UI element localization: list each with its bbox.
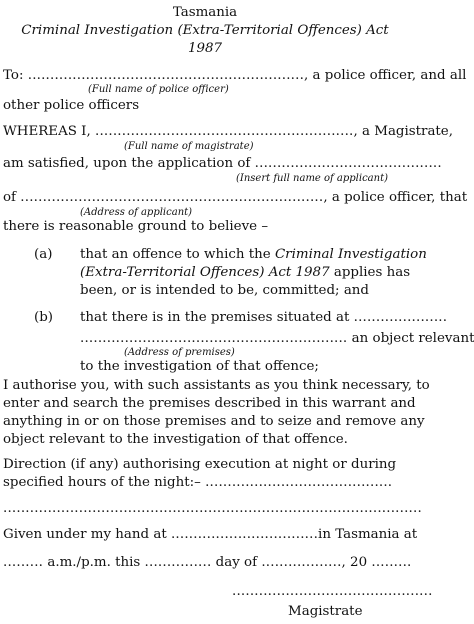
act-title-line-2: 1987 [187, 41, 223, 56]
magistrate-caption: (Full name of magistrate) [124, 141, 254, 152]
to-continuation: other police officers [3, 98, 140, 113]
item-a-line-3: been, or is intended to be, committed; and [80, 283, 370, 298]
item-b-marker: (b) [34, 310, 54, 325]
of-prefix: of [3, 190, 17, 205]
item-b-line-2 [80, 331, 474, 347]
to-prefix: To: [3, 68, 24, 83]
magistrate-name-field[interactable]: .......................................................... [95, 124, 354, 139]
given-prefix: Given under my hand at [3, 527, 167, 542]
premises-address-field-cont[interactable]: ............................................................ [80, 331, 348, 346]
of-line [3, 190, 467, 206]
day-label: day of [211, 555, 258, 570]
item-b-line-1 [80, 310, 447, 326]
applicant-address-caption: (Address of applicant) [80, 207, 193, 218]
item-a-text: that an offence to which the [80, 247, 275, 262]
applicant-name-caption: (Insert full name of applicant) [236, 173, 389, 184]
police-officer-name-field[interactable]: .............................................................. [27, 68, 305, 83]
date-line [3, 555, 411, 571]
form-jurisdiction: Tasmania [172, 5, 238, 20]
to-line [3, 68, 466, 84]
time-label: a.m./p.m. this [43, 555, 141, 570]
whereas-prefix: WHEREAS I, [3, 124, 91, 139]
item-b-text-2: an object relevant [347, 331, 474, 346]
year-field[interactable]: ......... [371, 555, 412, 570]
time-field[interactable]: ......... [3, 555, 44, 570]
to-suffix: , a police officer, and all [304, 68, 467, 83]
given-line [3, 527, 417, 543]
item-a-act-ref-cont: (Extra-Territorial Offences) Act 1987 [80, 265, 330, 280]
premises-caption: (Address of premises) [124, 347, 235, 358]
direction-line-1: Direction (if any) authorising execution at night or during [3, 457, 397, 472]
night-direction-field-cont[interactable]: .............................................................................................. [3, 501, 422, 516]
authorise-line-3: anything in or on those premises and to seize and remove any [3, 414, 425, 429]
applicant-name-field[interactable]: .......................................... [254, 156, 442, 171]
satisfied-line [3, 156, 442, 172]
day-field[interactable]: ............... [144, 555, 212, 570]
authorise-line-1: I authorise you, with such assistants as you think necessary, to [3, 378, 430, 393]
whereas-line [3, 124, 453, 140]
satisfied-text: am satisfied, upon the application of [3, 156, 251, 171]
police-officer-caption: (Full name of police officer) [88, 84, 229, 95]
item-a-line-1 [80, 247, 427, 263]
direction-text: specified hours of the night:– [3, 475, 201, 490]
act-title-line-1: Criminal Investigation (Extra-Territorial Offences) Act [21, 23, 389, 38]
signature-label: Magistrate [288, 604, 363, 619]
of-suffix: , a police officer, that [323, 190, 468, 205]
premises-address-field[interactable]: ..................... [353, 310, 448, 325]
authorise-line-4: object relevant to the investigation of that offence. [3, 432, 348, 447]
item-b-text: that there is in the premises situated at [80, 310, 350, 325]
item-a-text-2: applies has [329, 265, 411, 280]
item-b-line-3: to the investigation of that offence; [80, 359, 319, 374]
given-suffix: in Tasmania at [318, 527, 418, 542]
direction-line-2 [3, 475, 392, 491]
item-a-line-2 [80, 265, 410, 281]
whereas-suffix: , a Magistrate, [353, 124, 453, 139]
direction-line-3 [3, 501, 422, 517]
item-a-marker: (a) [34, 247, 53, 262]
authorise-line-2: enter and search the premises described in this warrant and [3, 396, 416, 411]
night-direction-field[interactable]: .......................................... [205, 475, 393, 490]
signature-line[interactable]: ............................................. [232, 584, 433, 599]
year-label: , 20 [341, 555, 368, 570]
applicant-address-field[interactable]: .................................................................... [20, 190, 324, 205]
of-continuation: there is reasonable ground to believe – [3, 219, 269, 234]
month-field[interactable]: .................. [261, 555, 342, 570]
item-a-act-ref: Criminal Investigation [274, 247, 427, 262]
place-field[interactable]: ................................. [170, 527, 319, 542]
